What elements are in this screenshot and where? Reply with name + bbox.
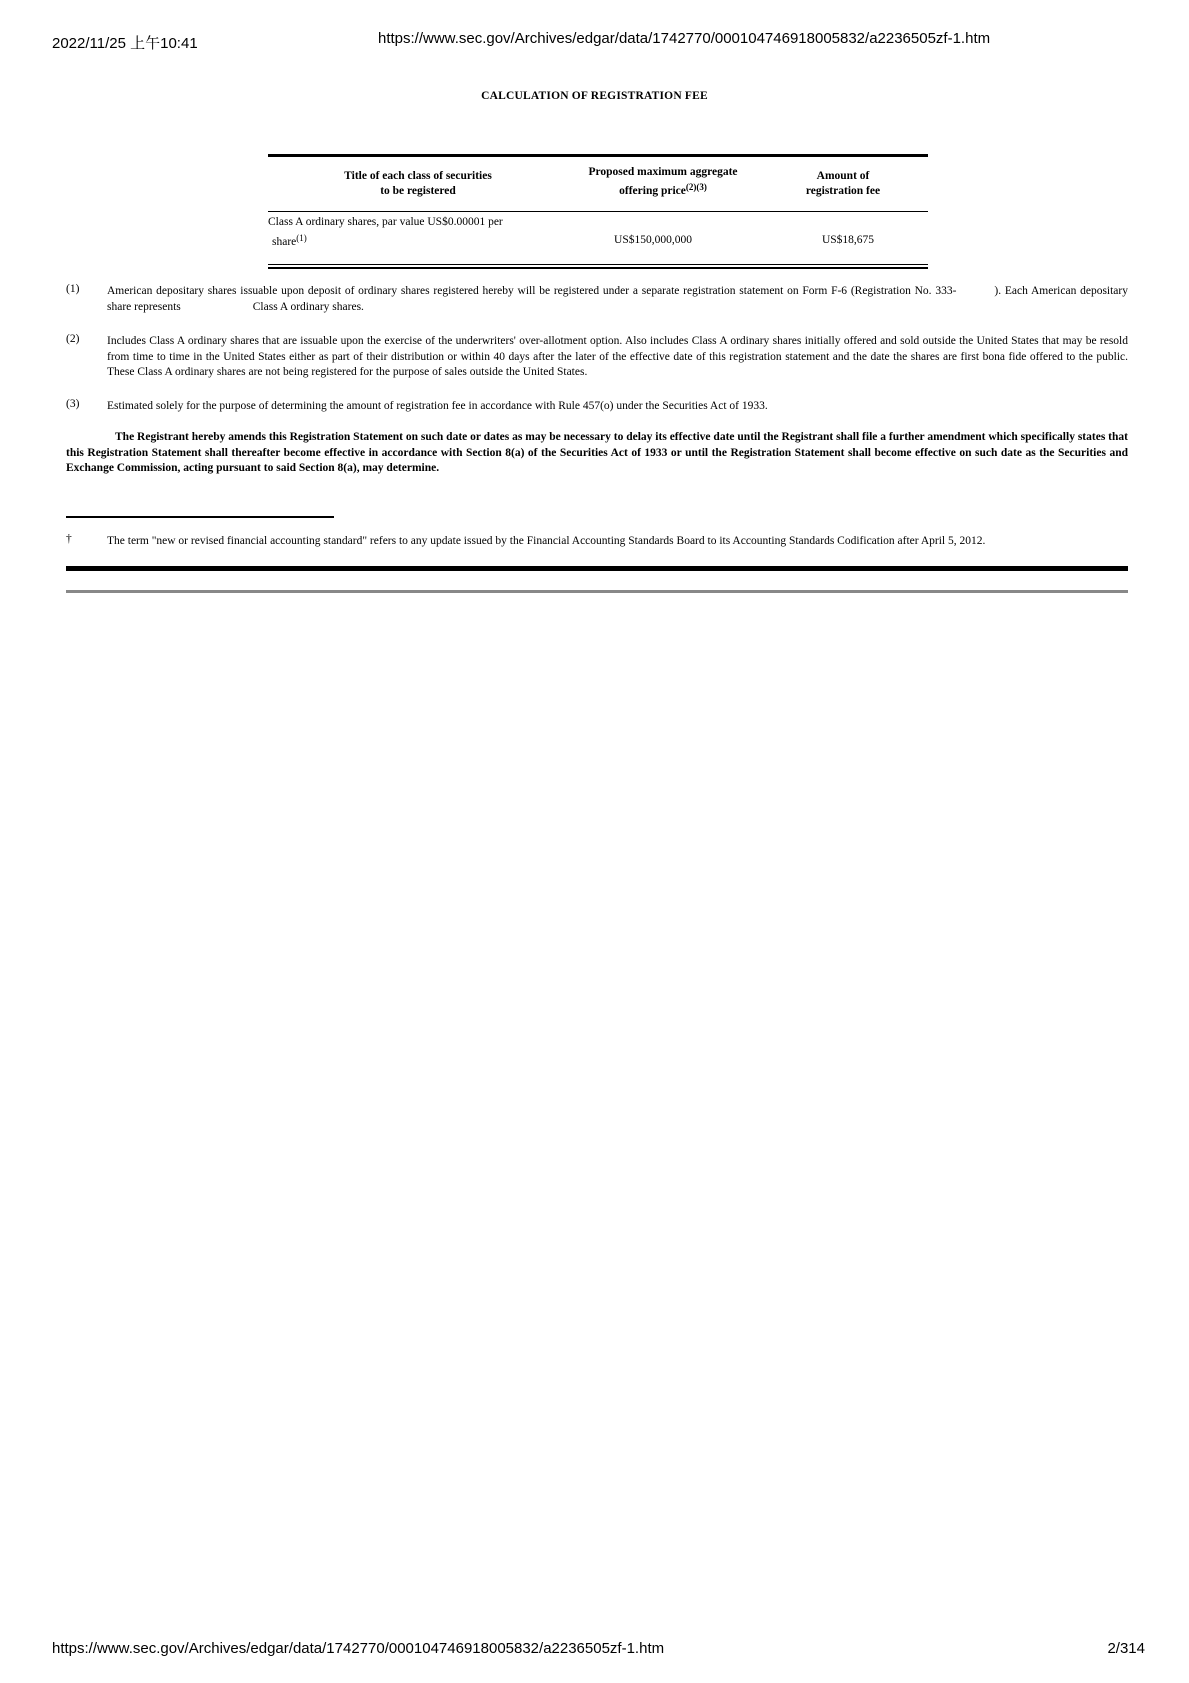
footnote-ref: (2)(3): [685, 182, 707, 192]
cell-registration-fee: US$18,675: [821, 234, 875, 246]
footnote-3: (3) Estimated solely for the purpose of determining the amount of registration fee in accordance with Rule 457(o) under the Securities Act of 1933.: [66, 398, 768, 412]
print-header-url: https://www.sec.gov/Archives/edgar/data/1742770/000104746918005832/a2236505zf-1.htm: [378, 30, 991, 47]
footnote-1: (1) American depositary shares issuable upon deposit of ordinary shares registered hereby will be registered under a separate registration statement on Form F-6 (Registration No. 333- ). Each American depositary share represents Class A ordinary shares.: [66, 283, 1128, 313]
dagger-marker: †: [66, 533, 72, 545]
print-footer-url: https://www.sec.gov/Archives/edgar/data/1742770/000104746918005832/a2236505zf-1.htm: [52, 1640, 665, 1657]
page-number: 2/314: [1107, 1640, 1145, 1657]
table-bottom-double-rule: [268, 264, 928, 269]
section-rule-gray: [66, 590, 1128, 593]
page-title: CALCULATION OF REGISTRATION FEE: [481, 90, 708, 102]
table-header-row: [268, 157, 928, 211]
header-offering-price: Proposed maximum aggregate offering price$^{(2)(3)}$: [588, 166, 738, 197]
delaying-amendment-legend: The Registrant hereby amends this Registration Statement on such date or dates as may be necessary to delay its effective date until the Registrant shall file a further amendment which specifically states that this Registration Statement shall thereafter become effective in accordance with Section 8(a) of the Securities Act of 1933 or until the Registration Statement shall become effective on such date as the Securities and Exchange Commission, acting pursuant to said Section 8(a), may determine.: [66, 431, 1128, 474]
registration-fee-table: [268, 154, 928, 269]
cell-offering-price: US$150,000,000: [614, 234, 692, 246]
dagger-footnote: † The term "new or revised financial accounting standard" refers to any update issued by the Financial Accounting Standards Board to its Accounting Standards Codification after April 5, 2012.: [66, 533, 986, 547]
header-securities-title: Title of each class of securities to be registered: [344, 170, 492, 197]
footnote-2: (2) Includes Class A ordinary shares that are issuable upon the exercise of the underwriters' over-allotment option. Also includes Class A ordinary shares initially offered and sold outside the United States that may be resold from time to time in the United States either as part of their distribution or within 40 days after the later of the effective date of this registration statement and the date the shares are first bona fide offered to the public. These Class A ordinary shares are not being registered for the purpose of sales outside the United States.: [66, 333, 1128, 378]
print-datetime: 2022/11/25 上午10:41: [52, 35, 198, 52]
footnote-ref: (1): [296, 233, 307, 243]
footnote-marker: (3): [66, 398, 80, 410]
header-registration-fee: Amount of registration fee: [805, 170, 881, 197]
section-rule-bold: [66, 566, 1128, 571]
footnote-separator: [66, 516, 334, 518]
cell-security-class: Class A ordinary shares, par value US$0.00001 per share$^{(1)}$: [268, 216, 503, 248]
footnote-marker: (2): [66, 333, 80, 345]
footnote-marker: (1): [66, 283, 80, 295]
table-row: [268, 212, 928, 264]
